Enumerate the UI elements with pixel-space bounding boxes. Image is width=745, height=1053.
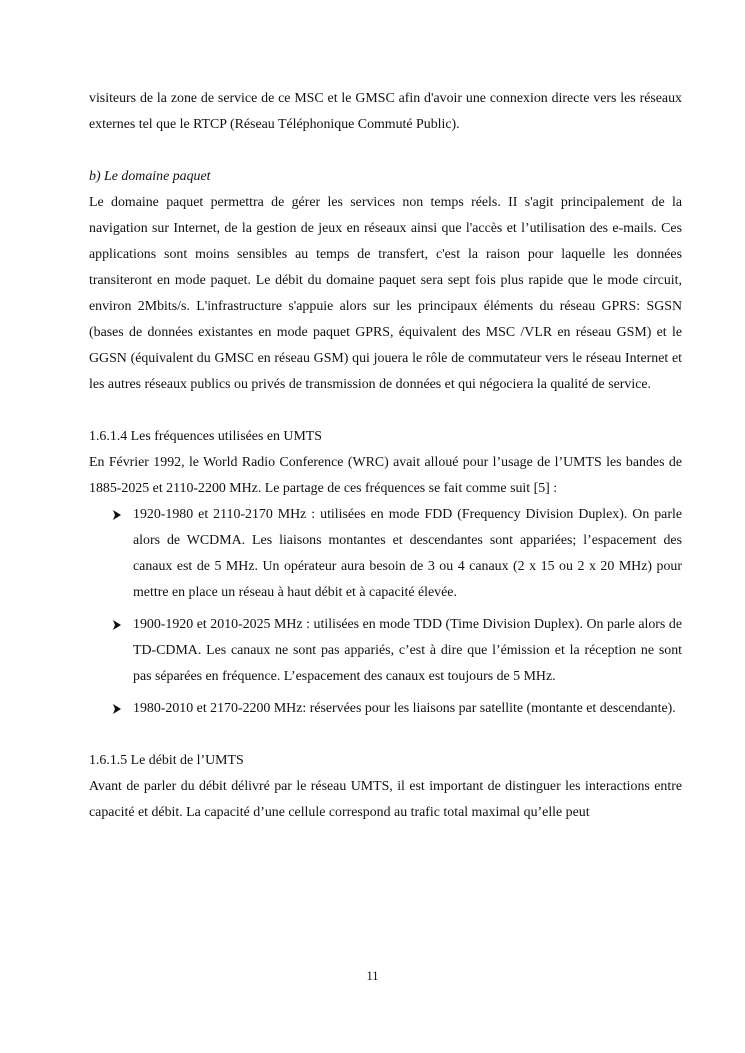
frequency-bullet-list bbox=[89, 502, 682, 722]
bullet-text: 1920-1980 et 2110-2170 MHz : utilisées en mode FDD (Frequency Division Duplex). On parle alors de WCDMA. Les liaisons montantes et descendantes sont appariées; l’espacement des canaux est de 5 MHz. Un opérateur aura besoin de 3 ou 4 canaux (2 x 15 ou 2 x 20 MHz) pour mettre en place un réseau à haut débit et à capacité élevée. bbox=[133, 507, 682, 600]
section-1614-intro: En Février 1992, le World Radio Conference (WRC) avait alloué pour l’usage de l’UMTS les bandes de 1885-2025 et 2110-2200 MHz. Le partage de ces fréquences se fait comme suit [5] : bbox=[89, 455, 682, 496]
section-1615-paragraph: Avant de parler du débit délivré par le réseau UMTS, il est important de distinguer les interactions entre capacité et débit. La capacité d’une cellule correspond au trafic total maximal qu’elle peut bbox=[89, 779, 682, 820]
page-number: 11 bbox=[366, 969, 379, 983]
intro-continuation-paragraph: visiteurs de la zone de service de ce MSC et le GMSC afin d'avoir une connexion directe vers les réseaux externes tel que le RTCP (Réseau Téléphonique Commuté Public). bbox=[89, 91, 682, 132]
list-item bbox=[89, 612, 682, 690]
bullet-text: 1980-2010 et 2170-2200 MHz: réservées pour les liaisons par satellite (montante et descendante). bbox=[133, 701, 676, 716]
spacer bbox=[89, 398, 682, 424]
arrowhead-bullet-icon bbox=[110, 612, 124, 638]
bullet-text: 1900-1920 et 2010-2025 MHz : utilisées en mode TDD (Time Division Duplex). On parle alors de TD-CDMA. Les canaux ne sont pas appariés, c’est à dire que l’émission et la réception ne sont pas séparées en fréquence. L’espacement des canaux est toujours de 5 MHz. bbox=[133, 617, 682, 684]
section-1615-heading: 1.6.1.5 Le débit de l’UMTS bbox=[89, 753, 244, 768]
arrowhead-bullet-icon bbox=[110, 502, 124, 528]
section-1614-heading: 1.6.1.4 Les fréquences utilisées en UMTS bbox=[89, 429, 323, 444]
section-b-heading: b) Le domaine paquet bbox=[89, 169, 211, 184]
list-item bbox=[89, 696, 682, 722]
spacer bbox=[89, 728, 682, 748]
section-b-paragraph: Le domaine paquet permettra de gérer les services non temps réels. II s'agit principalement de la navigation sur Internet, de la gestion de jeux en réseaux ainsi que l'accès et l’utilisation des e-mails. Ces applications sont moins sensibles au temps de transfert, c'est la raison pour laquelle les données transiteront en mode paquet. Le débit du domaine paquet sera sept fois plus rapide que le mode circuit, environ 2Mbits/s. L'infrastructure s'appuie alors sur les principaux éléments du réseau GPRS: SGSN (bases de données existantes en mode paquet GPRS, équivalent des MSC /VLR en réseau GSM) et le GGSN (équivalent du GMSC en réseau GSM) qui jouera le rôle de commutateur vers le réseau Internet et les autres réseaux publics ou privés de transmission de données et qui négociera la qualité de service. bbox=[89, 195, 682, 392]
list-item bbox=[89, 502, 682, 606]
arrowhead-bullet-icon bbox=[110, 696, 124, 722]
page-content bbox=[89, 86, 682, 826]
spacer bbox=[89, 138, 682, 164]
